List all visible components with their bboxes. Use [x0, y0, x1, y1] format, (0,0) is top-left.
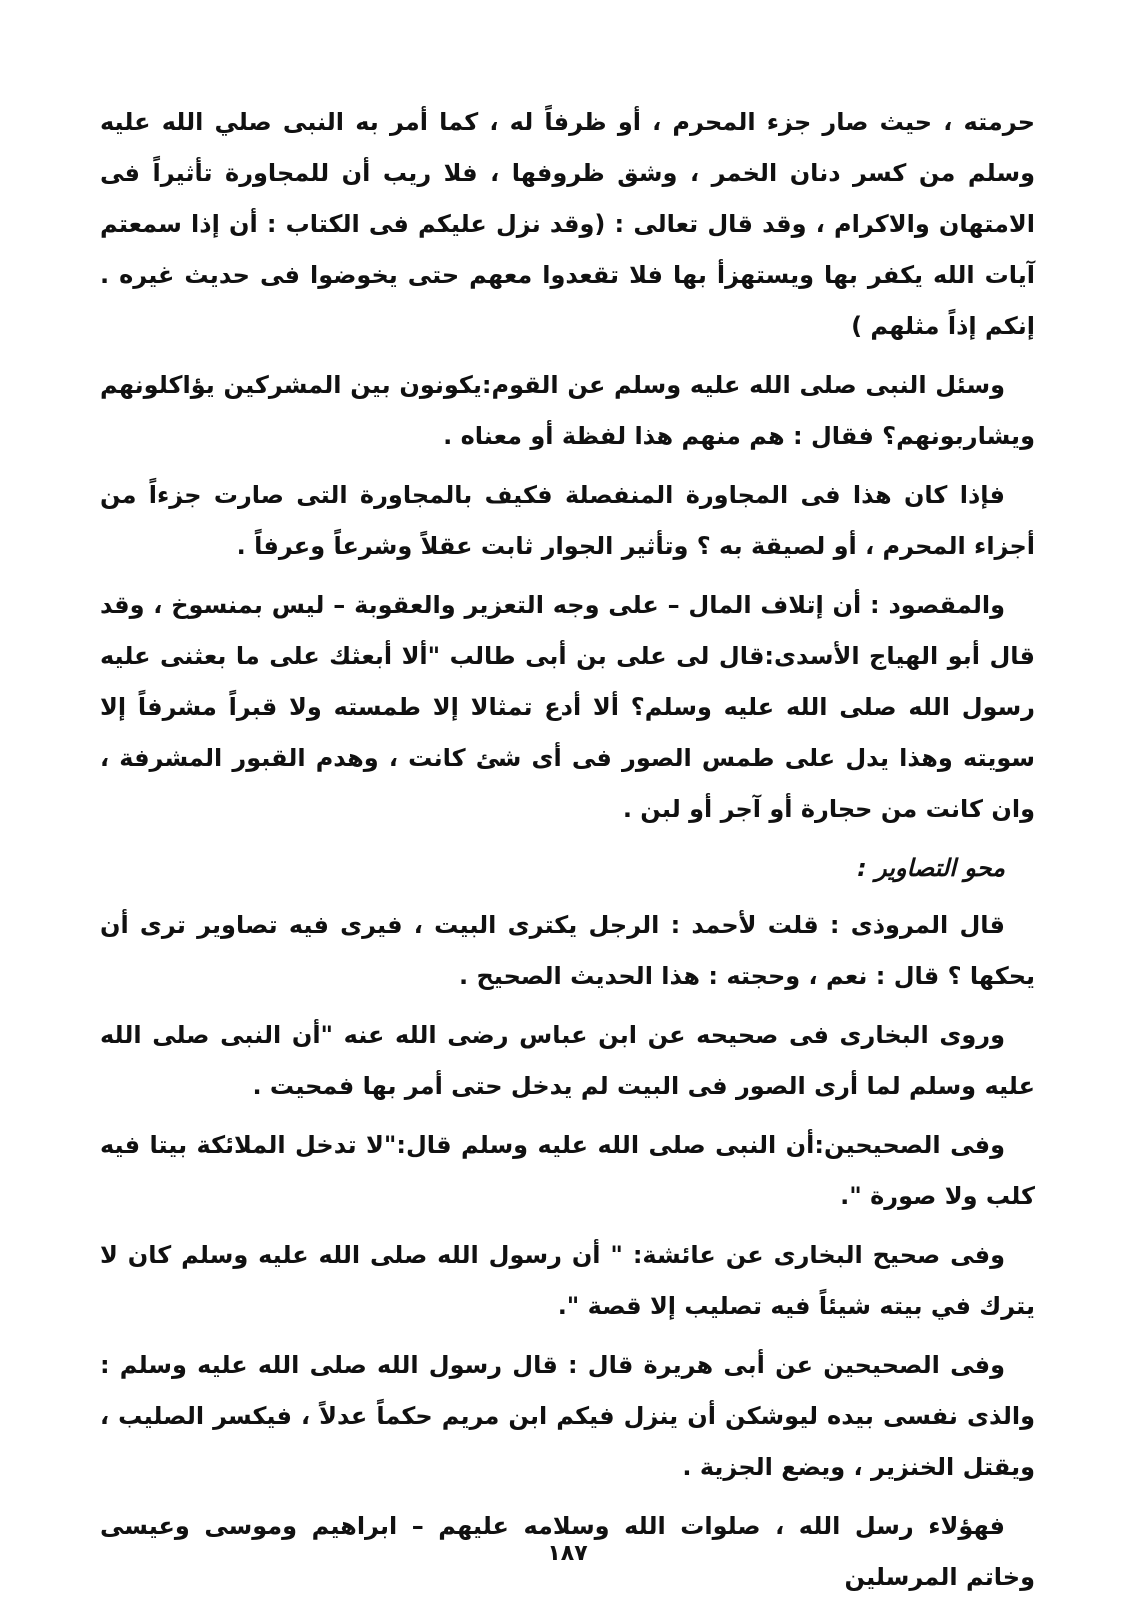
paragraph-5: قال المروذى : قلت لأحمد : الرجل يكترى البيت ، فيرى فيه تصاوير ترى أن يحكها ؟ قال : نعم ، وحجته : هذا الحديث الصحيح . — [100, 911, 1035, 990]
paragraph-1 — [100, 97, 1035, 352]
paragraph-8: وفى صحيح البخارى عن عائشة: " أن رسول الله صلى الله عليه وسلم كان لا يترك في بيته شيئاً فيه تصليب إلا قصة ". — [100, 1241, 1035, 1320]
paragraph-4: والمقصود : أن إتلاف المال – على وجه التعزير والعقوبة – ليس بمنسوخ ، وقد قال أبو الهياج الأسدى:قال لى على بن أبى طالب "ألا أبعثك على ما بعثنى عليه رسول الله صلى الله عليه وسلم؟ ألا أدع تمثالا إلا طمسته ولا قبراً مشرفاً إلا سويته وهذا يدل على طمس الصور فى أى شئ كانت ، وهدم القبور المشرفة ، وان كانت من حجارة أو آجر أو لبن . — [100, 591, 1035, 823]
paragraph-9: وفى الصحيحين عن أبى هريرة قال : قال رسول الله صلى الله عليه وسلم : والذى نفسى بيده ليوشكن أن ينزل فيكم ابن مريم حكماً عدلاً ، فيكسر الصليب ، ويقتل الخنزير ، ويضع الجزية . — [100, 1351, 1035, 1481]
page-number: ١٨٧ — [547, 1541, 588, 1566]
page-body — [100, 97, 1035, 1611]
paragraph-1-text: حرمته ، حيث صار جزء المحرم ، أو ظرفاً له ، كما أمر به النبى صلي الله عليه وسلم من كسر دنان الخمر ، وشق ظروفها ، فلا ريب أن للمجاورة تأثيراً فى الامتهان والاكرام ، وقد قال تعالى : — [100, 108, 1035, 238]
paragraph-6: وروى البخارى فى صحيحه عن ابن عباس رضى الله عنه "أن النبى صلى الله عليه وسلم لما أرى الصور فى البيت لم يدخل حتى أمر بها فمحيت . — [100, 1021, 1035, 1100]
paragraph-7: وفى الصحيحين:أن النبى صلى الله عليه وسلم قال:"لا تدخل الملائكة بيتا فيه كلب ولا صورة ". — [100, 1131, 1035, 1210]
section-heading: محو التصاوير : — [857, 854, 1005, 882]
paragraph-10: فهؤلاء رسل الله ، صلوات الله وسلامه عليهم – ابراهيم وموسى وعيسى وخاتم المرسلين — [100, 1512, 1035, 1591]
quran-quote: (وقد نزل عليكم فى الكتاب : أن إذا سمعتم آيات الله يكفر بها ويستهزأ بها فلا تقعدوا معهم حتى يخوضوا فى حديث غيره . إنكم إذاً مثلهم ) — [100, 210, 1035, 340]
paragraph-2: وسئل النبى صلى الله عليه وسلم عن القوم:يكونون بين المشركين يؤاكلونهم ويشاربونهم؟ فقال : هم منهم هذا لفظة أو معناه . — [100, 371, 1035, 450]
paragraph-3: فإذا كان هذا فى المجاورة المنفصلة فكيف بالمجاورة التى صارت جزءاً من أجزاء المحرم ، أو لصيقة به ؟ وتأثير الجوار ثابت عقلاً وشرعاً وعرفاً . — [100, 481, 1035, 560]
